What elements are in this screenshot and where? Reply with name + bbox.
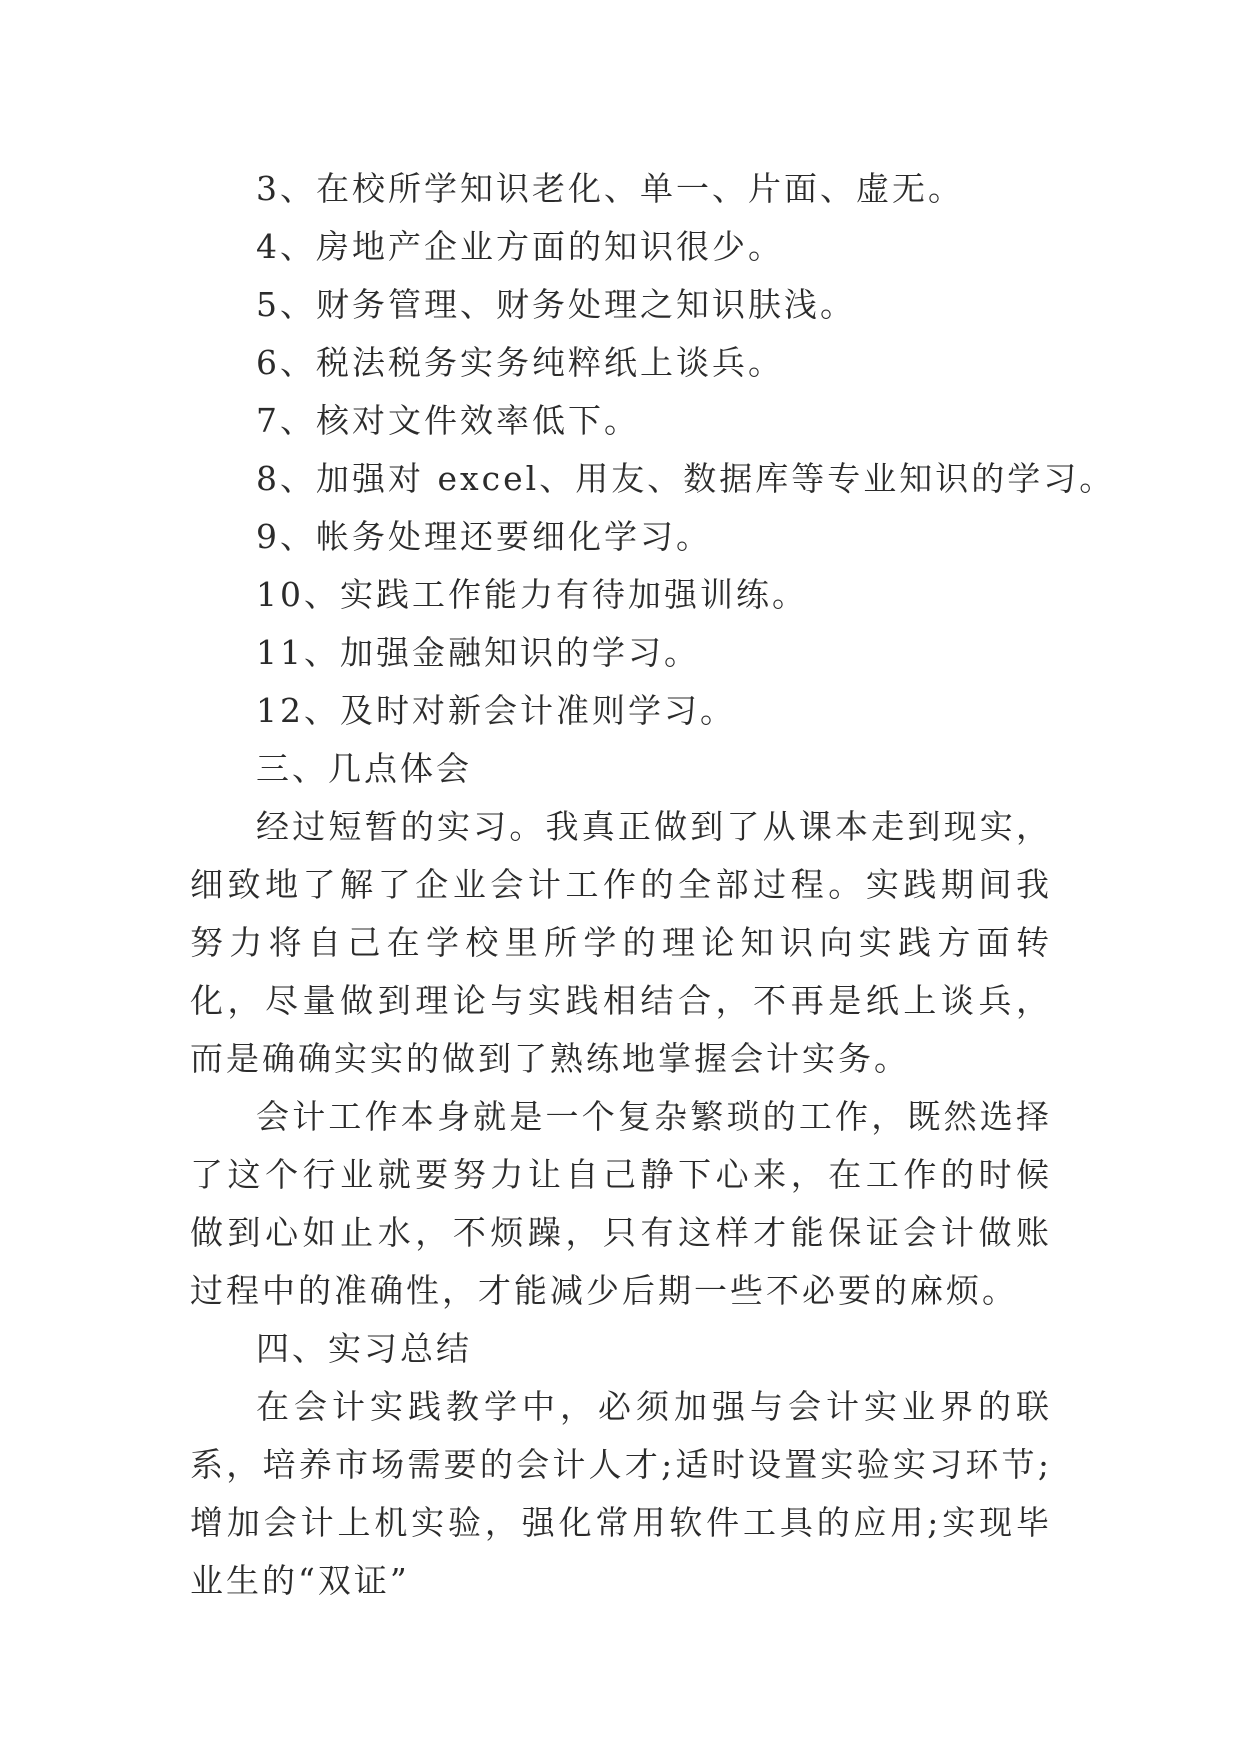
list-item-3: 3、在校所学知识老化、单一、片面、虚无。 (256, 169, 964, 208)
list-item-6: 6、税法税务实务纯粹纸上谈兵。 (256, 343, 784, 382)
section-heading-summary: 四、实习总结 (256, 1329, 472, 1368)
document-body (190, 160, 1116, 1610)
list-item-7: 7、核对文件效率低下。 (256, 401, 640, 440)
section-heading-experience: 三、几点体会 (256, 749, 472, 788)
list-item-5: 5、财务管理、财务处理之知识肤浅。 (256, 285, 856, 324)
paragraph-experience-1: 经过短暂的实习。我真正做到了从课本走到现实，细致地了解了企业会计工作的全部过程。实践期间我努力将自己在学校里所学的理论知识向实践方面转化，尽量做到理论与实践相结合，不再是纸上谈兵，而是确确实实的做到了熟练地掌握会计实务。 (190, 807, 1052, 1078)
list-item-10: 10、实践工作能力有待加强训练。 (256, 575, 808, 614)
paragraph-experience-2: 会计工作本身就是一个复杂繁琐的工作，既然选择了这个行业就要努力让自己静下心来，在工作的时候做到心如止水，不烦躁，只有这样才能保证会计做账过程中的准确性，才能减少后期一些不必要的麻烦。 (190, 1097, 1052, 1310)
list-item-9: 9、帐务处理还要细化学习。 (256, 517, 712, 556)
list-item-4: 4、房地产企业方面的知识很少。 (256, 227, 784, 266)
list-item-11: 11、加强金融知识的学习。 (256, 633, 700, 672)
paragraph-summary-1: 在会计实践教学中，必须加强与会计实业界的联系，培养市场需要的会计人才;适时设置实验实习环节;增加会计上机实验，强化常用软件工具的应用;实现毕业生的“双证” (190, 1387, 1052, 1600)
list-item-12: 12、及时对新会计准则学习。 (256, 691, 736, 730)
list-item-8: 8、加强对 excel、用友、数据库等专业知识的学习。 (256, 459, 1116, 498)
